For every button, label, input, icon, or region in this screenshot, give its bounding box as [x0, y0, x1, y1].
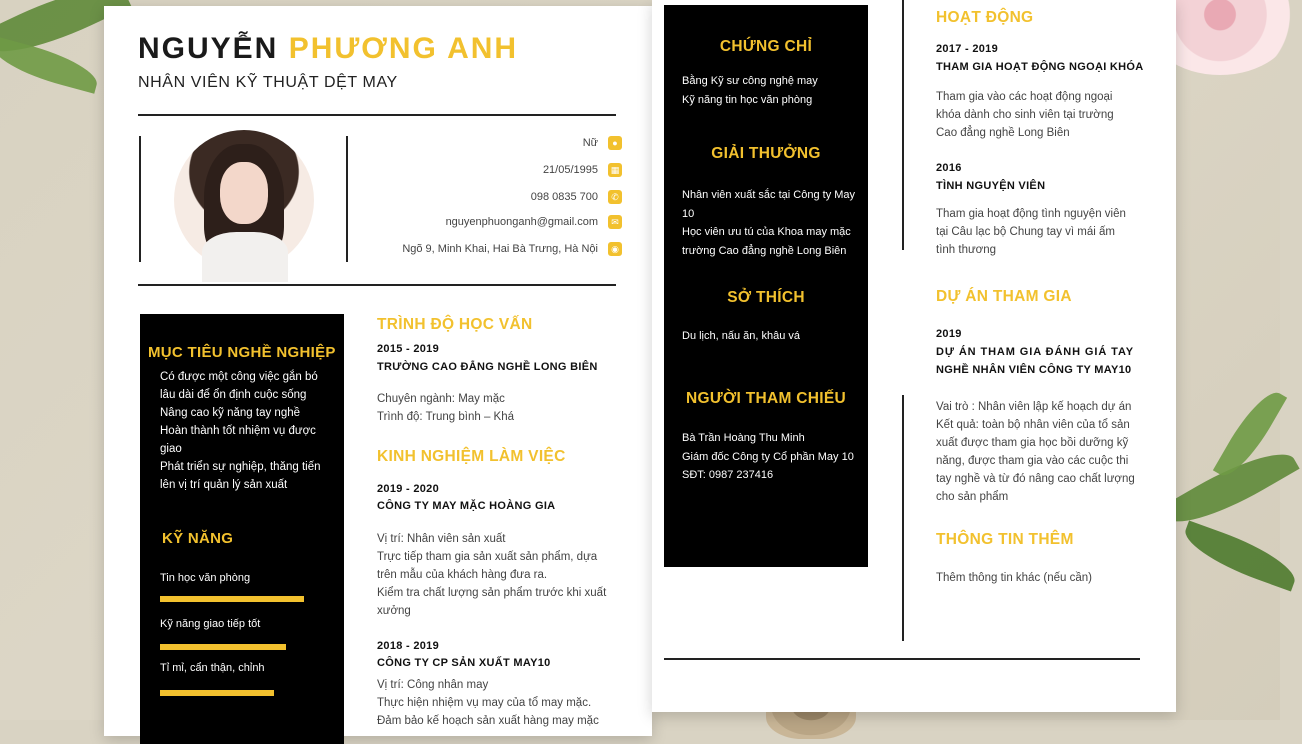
divider-vertical-top	[902, 0, 904, 250]
job-line: Trực tiếp tham gia sản xuất sản phẩm, dựa	[377, 551, 598, 563]
certificate-line: Bằng Kỹ sư công nghệ may	[682, 75, 818, 87]
sidebar-objective-skills	[140, 314, 344, 744]
education-level: Trình độ: Trung bình – Khá	[377, 411, 515, 423]
job-line: Đảm bảo kế hoạch sản xuất hàng may mặc	[377, 715, 599, 727]
mail-icon: ✉	[608, 215, 622, 229]
certificate-line: Kỹ năng tin học văn phòng	[682, 93, 813, 106]
references-text	[682, 429, 866, 485]
education-title: TRÌNH ĐỘ HỌC VẤN	[377, 316, 533, 333]
resume-page-1	[104, 6, 652, 736]
divider-after-contact	[138, 284, 616, 286]
objective-line: Phát triển sự nghiệp, thăng tiến	[160, 461, 321, 473]
certificates-title: CHỨNG CHỈ	[719, 38, 813, 55]
activity-period: 2016	[936, 162, 962, 174]
job-company: CÔNG TY MAY MẶC HOÀNG GIA	[377, 500, 556, 512]
hobbies-text: Du lịch, nấu ăn, khâu vá	[682, 330, 801, 342]
activities-title: HOẠT ĐỘNG	[936, 9, 1034, 26]
skills-title: KỸ NĂNG	[162, 530, 234, 547]
profile-photo	[174, 130, 314, 270]
reference-line: Bà Trần Hoàng Thu Minh	[682, 432, 805, 444]
projects-title: DỰ ÁN THAM GIA	[936, 288, 1072, 305]
activity-line: Tham gia hoạt động tình nguyện viên	[936, 208, 1126, 220]
award-line: trường Cao đẳng nghề Long Biên	[682, 244, 847, 257]
phone-icon: ✆	[608, 190, 622, 204]
contact-phone	[531, 190, 622, 204]
job-description	[377, 530, 617, 620]
activity-name: THAM GIA HOẠT ĐỘNG NGOẠI KHÓA	[936, 61, 1144, 73]
skill-label: Tin học văn phòng	[160, 572, 251, 584]
last-name: PHƯƠNG ANH	[288, 32, 519, 65]
activity-line: khóa dành cho sinh viên tại trường	[936, 109, 1114, 121]
gender-value: Nữ	[582, 137, 598, 149]
objective-line: giao	[160, 443, 182, 455]
candidate-name	[138, 32, 518, 66]
skill-bar	[160, 644, 286, 650]
divider-photo-left	[139, 136, 141, 262]
job-period: 2018 - 2019	[377, 640, 440, 652]
objective-line: lên vị trí quản lý sản xuất	[160, 479, 288, 491]
objective-title: MỤC TIÊU NGHỀ NGHIỆP	[148, 344, 336, 361]
project-line: xuất được tham gia học bồi dưỡng kỹ	[936, 437, 1129, 449]
user-icon: ●	[608, 136, 622, 150]
activity-line: tại Câu lạc bộ Chung tay vì mái ấm	[936, 226, 1115, 238]
more-info-title: THÔNG TIN THÊM	[936, 531, 1074, 548]
project-line: cho sản phẩm	[936, 491, 1009, 503]
contact-dob	[543, 163, 622, 177]
activity-line: Tham gia vào các hoạt động ngoại	[936, 91, 1113, 103]
sidebar-certificates-references	[664, 5, 868, 567]
job-line: Vị trí: Nhân viên sản xuất	[377, 533, 506, 545]
objective-line: lâu dài để ổn định cuộc sống	[160, 389, 307, 401]
phone-value: 098 0835 700	[530, 191, 598, 203]
job-company: CÔNG TY CP SẢN XUẤT MAY10	[377, 657, 551, 669]
education-period: 2015 - 2019	[377, 343, 440, 355]
award-line: Nhân viên xuất sắc tại Công ty May	[682, 189, 856, 201]
objective-text	[160, 368, 340, 494]
job-line: trên mẫu của khách hàng đưa ra.	[377, 569, 548, 581]
award-line: Học viên ưu tú của Khoa may mặc	[682, 226, 851, 238]
dob-value: 21/05/1995	[542, 164, 598, 176]
award-line: 10	[682, 207, 695, 220]
objective-line: Có được một công việc gắn bó	[160, 371, 318, 383]
reference-line: SĐT: 0987 237416	[682, 469, 774, 481]
experience-title: KINH NGHIỆM LÀM VIỆC	[377, 448, 566, 465]
contact-address	[402, 242, 622, 256]
address-value: Ngõ 9, Minh Khai, Hai Bà Trưng, Hà Nội	[402, 243, 598, 255]
project-line: Vai trò : Nhân viên lập kế hoạch dự án	[936, 401, 1132, 413]
activity-line: tình thương	[936, 244, 996, 256]
first-name: NGUYỄN	[138, 32, 279, 65]
activity-period: 2017 - 2019	[936, 43, 999, 55]
skill-label: Tỉ mỉ, cẩn thận, chỉnh	[160, 662, 265, 674]
project-line: Kết quả: toàn bộ nhân viên của tổ sản	[936, 419, 1130, 431]
activity-name: TÌNH NGUYỆN VIÊN	[936, 180, 1046, 192]
objective-line: Nâng cao kỹ năng tay nghề	[160, 407, 301, 419]
job-title: NHÂN VIÊN KỸ THUẬT DỆT MAY	[138, 74, 398, 91]
project-description	[936, 398, 1142, 506]
job-description	[377, 676, 617, 730]
divider-bottom	[664, 658, 1140, 660]
more-info-text: Thêm thông tin khác (nếu cần)	[936, 572, 1092, 584]
awards-title: GIẢI THƯỞNG	[711, 145, 821, 162]
email-value: nguyenphuonganh@gmail.com	[445, 216, 598, 228]
project-line: tay nghề và từ đó nâng cao chất lượng	[936, 473, 1135, 485]
job-line: Thực hiện nhiệm vụ may của tổ may mặc.	[377, 697, 592, 709]
job-period: 2019 - 2020	[377, 483, 440, 495]
skill-bar	[160, 596, 304, 602]
awards-text	[682, 186, 866, 260]
skill-bar	[160, 690, 274, 696]
location-pin-icon: ◉	[608, 242, 622, 256]
contact-gender	[583, 136, 622, 150]
contact-email	[446, 215, 622, 229]
reference-line: Giám đốc Công ty Cổ phần May 10	[682, 450, 854, 463]
project-year: 2019	[936, 328, 962, 340]
objective-line: Hoàn thành tốt nhiệm vụ được	[160, 425, 316, 437]
job-line: xưởng	[377, 605, 411, 617]
divider-photo-right	[346, 136, 348, 262]
education-major: Chuyên ngành: May mặc	[377, 393, 505, 405]
activity-line: Cao đẳng nghề Long Biên	[936, 127, 1070, 139]
divider-vertical-bottom	[902, 395, 904, 641]
activity-description	[936, 205, 1141, 259]
calendar-icon: ▦	[608, 163, 622, 177]
project-line: năng, được tham gia vào các cuộc thi	[936, 455, 1129, 467]
project-name-line: NGHỀ NHÂN VIÊN CÔNG TY MAY10	[936, 364, 1132, 376]
resume-page-2	[652, 0, 1176, 712]
skill-label: Kỹ năng giao tiếp tốt	[160, 618, 261, 630]
divider-top	[138, 114, 616, 116]
references-title: NGƯỜI THAM CHIẾU	[685, 390, 847, 407]
job-line: Vị trí: Công nhân may	[377, 679, 489, 691]
job-line: Kiểm tra chất lượng sản phẩm trước khi xuất	[377, 587, 607, 599]
education-school: TRƯỜNG CAO ĐẲNG NGHỀ LONG BIÊN	[377, 361, 598, 373]
project-name-line: DỰ ÁN THAM GIA ĐÁNH GIÁ TAY	[936, 346, 1135, 358]
hobbies-title: SỞ THÍCH	[727, 289, 805, 306]
activity-description	[936, 88, 1141, 142]
certificates-text	[682, 72, 862, 109]
